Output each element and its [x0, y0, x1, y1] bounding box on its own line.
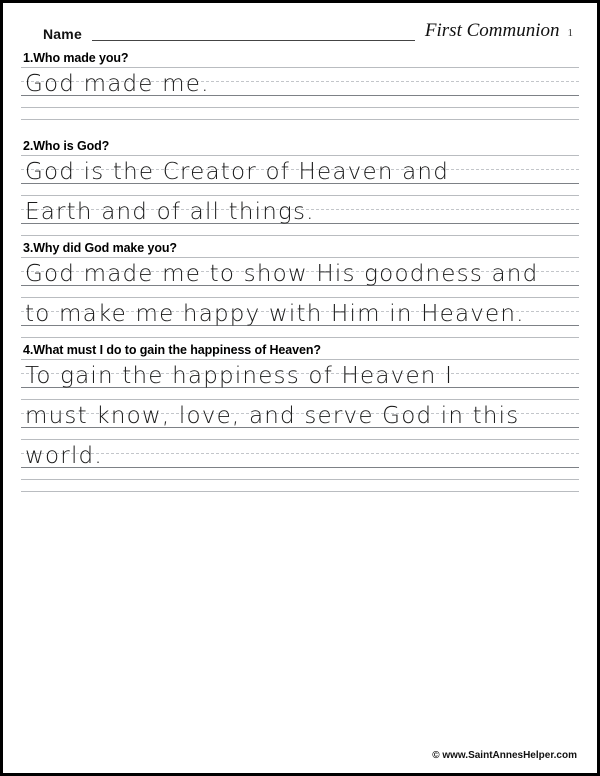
handwriting-line[interactable]: [21, 257, 579, 297]
question-text: 2.Who is God?: [23, 139, 110, 153]
handwriting-line[interactable]: [21, 359, 579, 399]
blank-line[interactable]: [21, 107, 579, 133]
worksheet-content: [3, 3, 597, 773]
question-block: [21, 241, 579, 337]
blank-line[interactable]: [21, 479, 579, 505]
footer-credit: © www.SaintAnnesHelper.com: [432, 750, 577, 761]
question-block: [21, 139, 579, 235]
handwriting-line[interactable]: [21, 155, 579, 195]
answer-text: To gain the happiness of Heaven I: [25, 363, 454, 389]
question-list: [21, 51, 579, 505]
page-title: First Communion: [424, 20, 560, 41]
answer-text: Earth and of all things.: [25, 199, 315, 225]
question-text: 1.Who made you?: [23, 51, 129, 65]
question-block: [21, 343, 579, 505]
worksheet-header: [21, 15, 579, 45]
handwriting-line[interactable]: [21, 439, 579, 479]
rule-midline-dashed: [21, 453, 579, 454]
rule-baseline: [21, 467, 579, 468]
handwriting-line[interactable]: [21, 399, 579, 439]
rule-blank: [21, 491, 579, 492]
name-label: Name: [43, 26, 82, 42]
rule-top: [21, 439, 579, 440]
handwriting-line[interactable]: [21, 67, 579, 107]
title-block: [425, 20, 579, 45]
answer-text: God made me to show His goodness and: [25, 261, 539, 287]
question-text: 4.What must I do to gain the happiness of Heaven?: [23, 343, 321, 357]
handwriting-line[interactable]: [21, 195, 579, 235]
rule-descender: [21, 337, 579, 338]
answer-text: God is the Creator of Heaven and: [25, 159, 449, 185]
answer-text: must know, love, and serve God in this: [25, 403, 520, 429]
answer-text: to make me happy with Him in Heaven.: [25, 301, 525, 327]
rule-descender: [21, 235, 579, 236]
page-number: 1: [567, 27, 573, 39]
question-text: 3.Why did God make you?: [23, 241, 177, 255]
rule-blank: [21, 119, 579, 120]
question-block: [21, 51, 579, 133]
answer-text: world.: [25, 443, 103, 469]
handwriting-line[interactable]: [21, 297, 579, 337]
name-write-line[interactable]: [92, 39, 415, 41]
answer-text: God made me.: [25, 71, 210, 97]
